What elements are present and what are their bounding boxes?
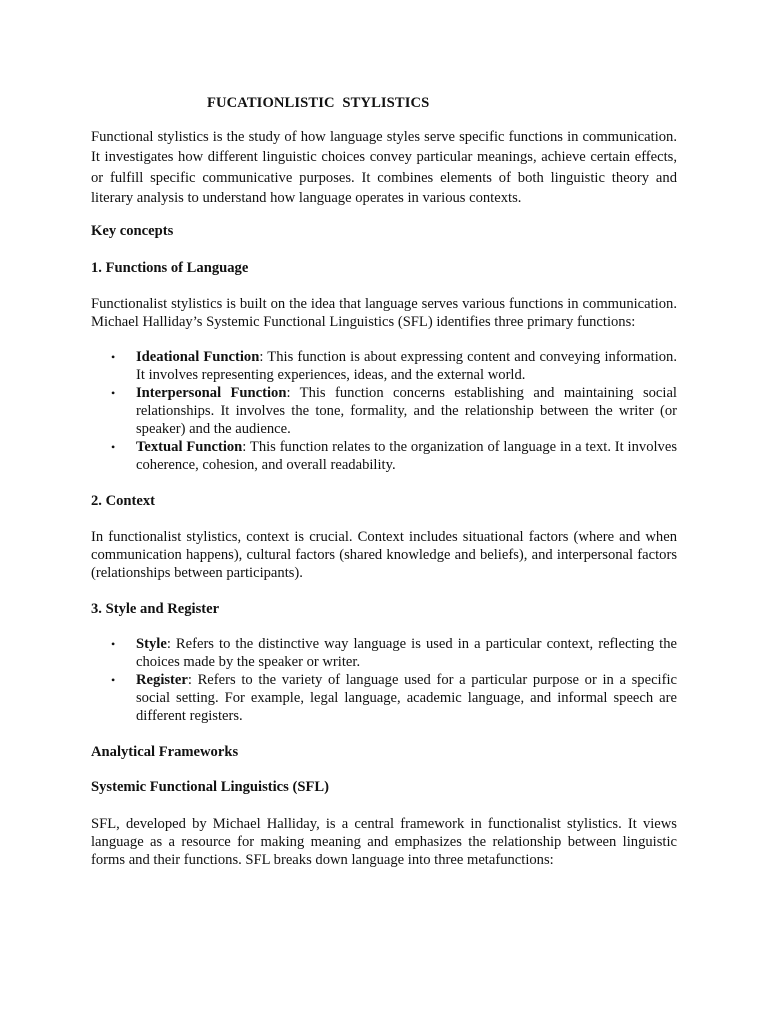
bullet-icon: • [111,637,116,652]
context-paragraph: In functionalist stylistics, context is crucial. Context includes situational factors (where and when communication happens), cultural factors (shared knowledge and beliefs), and interpersonal factors (relationships between participants). [91,529,677,582]
functions-list [91,348,677,474]
document-title: FUCATIONLISTIC STYLISTICS [207,95,430,111]
key-concepts-heading: Key concepts [91,223,174,240]
desc-register: : Refers to the variety of language used for a particular purpose or in a specific social setting. For example, legal language, academic language, and informal speech are different registers. [136,672,677,725]
sfl-paragraph: SFL, developed by Michael Halliday, is a central framework in functionalist stylistics. It views language as a resource for making meaning and emphasizes the relationship between linguistic forms and their functions. SFL breaks down language into three metafunctions: [91,816,677,869]
term-interpersonal: Interpersonal Function [136,385,287,402]
sfl-heading: Systemic Functional Linguistics (SFL) [91,779,329,796]
bullet-icon: • [111,350,116,365]
section-context-heading: 2. Context [91,493,156,510]
section-functions-heading: 1. Functions of Language [91,260,249,277]
analytical-frameworks-heading: Analytical Frameworks [91,744,239,761]
list-item-register [91,671,677,725]
term-style: Style [136,636,167,653]
desc-textual: : This function relates to the organization of language in a text. It involves coherence, cohesion, and overall readability. [136,439,678,474]
intro-paragraph: Functional stylistics is the study of how language styles serve specific functions in communication. It investigates how different linguistic choices convey particular meanings, achieve certain effects, or fulfill specific communicative purposes. It combines elements of both linguistic theory and literary analysis to understand how language operates in various contexts. [91,129,677,206]
term-textual: Textual Function [136,439,243,456]
list-item-interpersonal [91,384,677,438]
bullet-icon: • [111,386,116,401]
section-style-register-heading: 3. Style and Register [91,601,220,618]
term-register: Register [136,672,188,689]
list-item-style [91,635,677,671]
list-item-textual [91,438,677,474]
functions-paragraph: Functionalist stylistics is built on the idea that language serves various functions in communication. Michael Halliday’s Systemic Functional Linguistics (SFL) identifies three primary functions: [91,296,677,331]
list-item-ideational [91,348,677,384]
bullet-icon: • [111,440,116,455]
desc-interpersonal: : This function concerns establishing and maintaining social relationships. It involves the tone, formality, and the relationship between the writer (or speaker) and the audience. [136,385,677,438]
document-page [91,93,677,886]
bullet-icon: • [111,673,116,688]
style-register-list [91,635,677,725]
term-ideational: Ideational Function [136,349,260,366]
desc-style: : Refers to the distinctive way language is used in a particular context, reflecting the choices made by the speaker or writer. [136,636,677,671]
desc-ideational: : This function is about expressing content and conveying information. It involves representing experiences, ideas, and the external world. [136,349,677,384]
